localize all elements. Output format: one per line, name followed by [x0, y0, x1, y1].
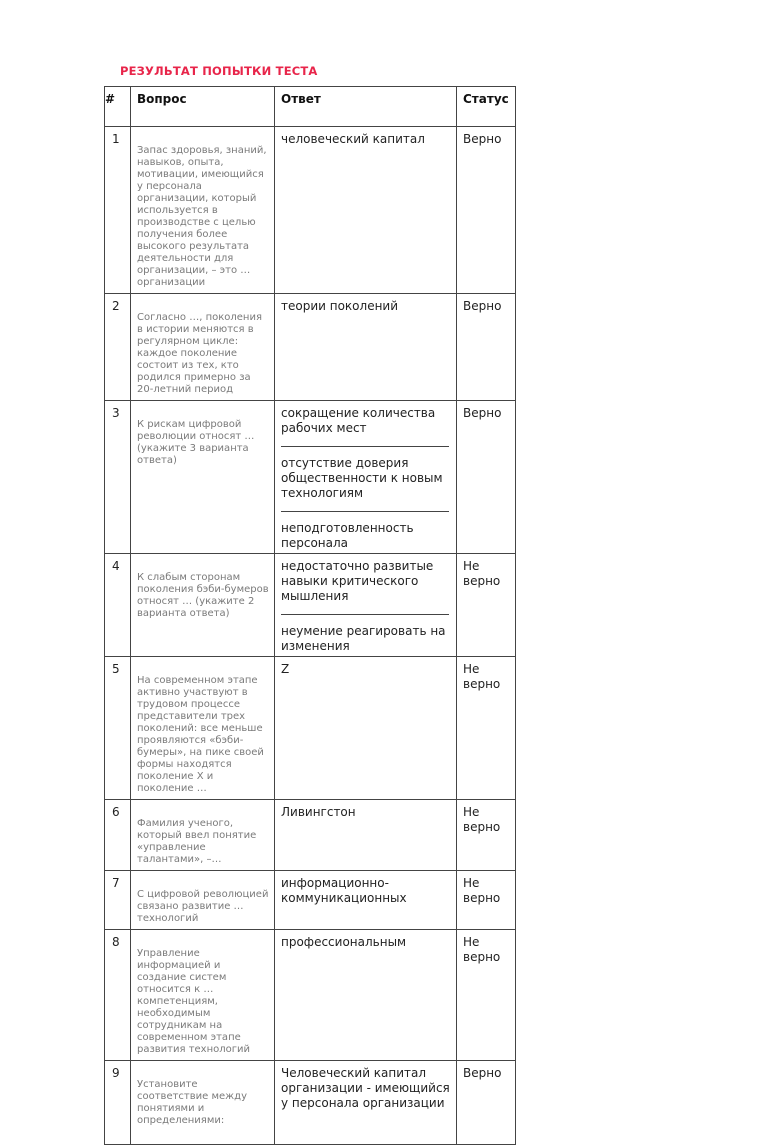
row-number: 3	[105, 401, 131, 554]
question-text: Управление информацией и создание систем относится к … компетенциям, необходимым сотрудникам на современном этапе развития технологий	[131, 930, 275, 1061]
question-text: К слабым сторонам поколения бэби-бумеров относят … (укажите 2 варианта ответа)	[131, 554, 275, 657]
answer-text: информационно-коммуникационных	[281, 876, 407, 905]
row-number: 7	[105, 871, 131, 930]
table-row	[105, 554, 516, 657]
status-text: Верно	[457, 127, 516, 294]
answer-text: теории поколений	[281, 299, 399, 313]
question-text: На современном этапе активно участвуют в трудовом процессе представители трех поколений: все меньше проявляются «бэби-бумеры», на пике своей формы находятся поколение X и поколение …	[131, 657, 275, 800]
answer-cell	[275, 401, 457, 554]
status-text: Верно	[457, 401, 516, 554]
header-number: #	[105, 87, 131, 127]
table-row	[105, 127, 516, 294]
answer-divider	[281, 446, 449, 447]
header-answer: Ответ	[275, 87, 457, 127]
answer-cell	[275, 930, 457, 1061]
row-number: 5	[105, 657, 131, 800]
table-row	[105, 930, 516, 1061]
answer-text: недостаточно развитые навыки критического мышления	[281, 559, 434, 603]
answer-cell	[275, 657, 457, 800]
page-title: РЕЗУЛЬТАТ ПОПЫТКИ ТЕСТА	[120, 64, 318, 78]
answer-text: неумение реагировать на изменения	[281, 624, 446, 653]
row-number: 1	[105, 127, 131, 294]
results-table	[104, 86, 516, 1145]
answer-text: Ливингстон	[281, 805, 356, 819]
answer-cell	[275, 800, 457, 871]
question-text: Запас здоровья, знаний, навыков, опыта, мотивации, имеющийся у персонала организации, который используется в производстве с целью получения более высокого результата деятельности для организации, – это … организации	[131, 127, 275, 294]
status-text: Верно	[457, 1061, 516, 1145]
status-text: Не верно	[457, 800, 516, 871]
table-row	[105, 871, 516, 930]
row-number: 6	[105, 800, 131, 871]
answer-cell	[275, 554, 457, 657]
question-text: Установите соответствие между понятиями и определениями:	[131, 1061, 275, 1145]
answer-cell	[275, 127, 457, 294]
table-row	[105, 401, 516, 554]
answer-cell	[275, 1061, 457, 1145]
answer-text: сокращение количества рабочих мест	[281, 406, 436, 435]
answer-text: человеческий капитал	[281, 132, 425, 146]
answer-text: профессиональным	[281, 935, 407, 949]
question-text: Фамилия ученого, который ввел понятие «управление талантами», –…	[131, 800, 275, 871]
answer-text: Человеческий капитал организации - имеющийся у персонала организации	[281, 1066, 450, 1110]
question-text: Согласно …, поколения в истории меняются в регулярном цикле: каждое поколение состоит из тех, кто родился примерно за 20-летний период	[131, 294, 275, 401]
row-number: 9	[105, 1061, 131, 1145]
question-text: С цифровой революцией связано развитие … технологий	[131, 871, 275, 930]
answer-divider	[281, 614, 449, 615]
header-question: Вопрос	[131, 87, 275, 127]
status-text: Не верно	[457, 871, 516, 930]
status-text: Верно	[457, 294, 516, 401]
question-text: К рискам цифровой революции относят … (укажите 3 варианта ответа)	[131, 401, 275, 554]
table-header-row	[105, 87, 516, 127]
table-row	[105, 800, 516, 871]
table-row	[105, 657, 516, 800]
answer-cell	[275, 294, 457, 401]
answer-divider	[281, 511, 449, 512]
status-text: Не верно	[457, 930, 516, 1061]
answer-text: отсутствие доверия общественности к новым технологиям	[281, 456, 443, 500]
header-status: Статус	[457, 87, 516, 127]
answer-text: неподготовленность персонала	[281, 521, 414, 550]
answer-text: Z	[281, 662, 290, 676]
row-number: 4	[105, 554, 131, 657]
status-text: Не верно	[457, 554, 516, 657]
row-number: 2	[105, 294, 131, 401]
row-number: 8	[105, 930, 131, 1061]
table-row	[105, 1061, 516, 1145]
answer-cell	[275, 871, 457, 930]
status-text: Не верно	[457, 657, 516, 800]
table-row	[105, 294, 516, 401]
